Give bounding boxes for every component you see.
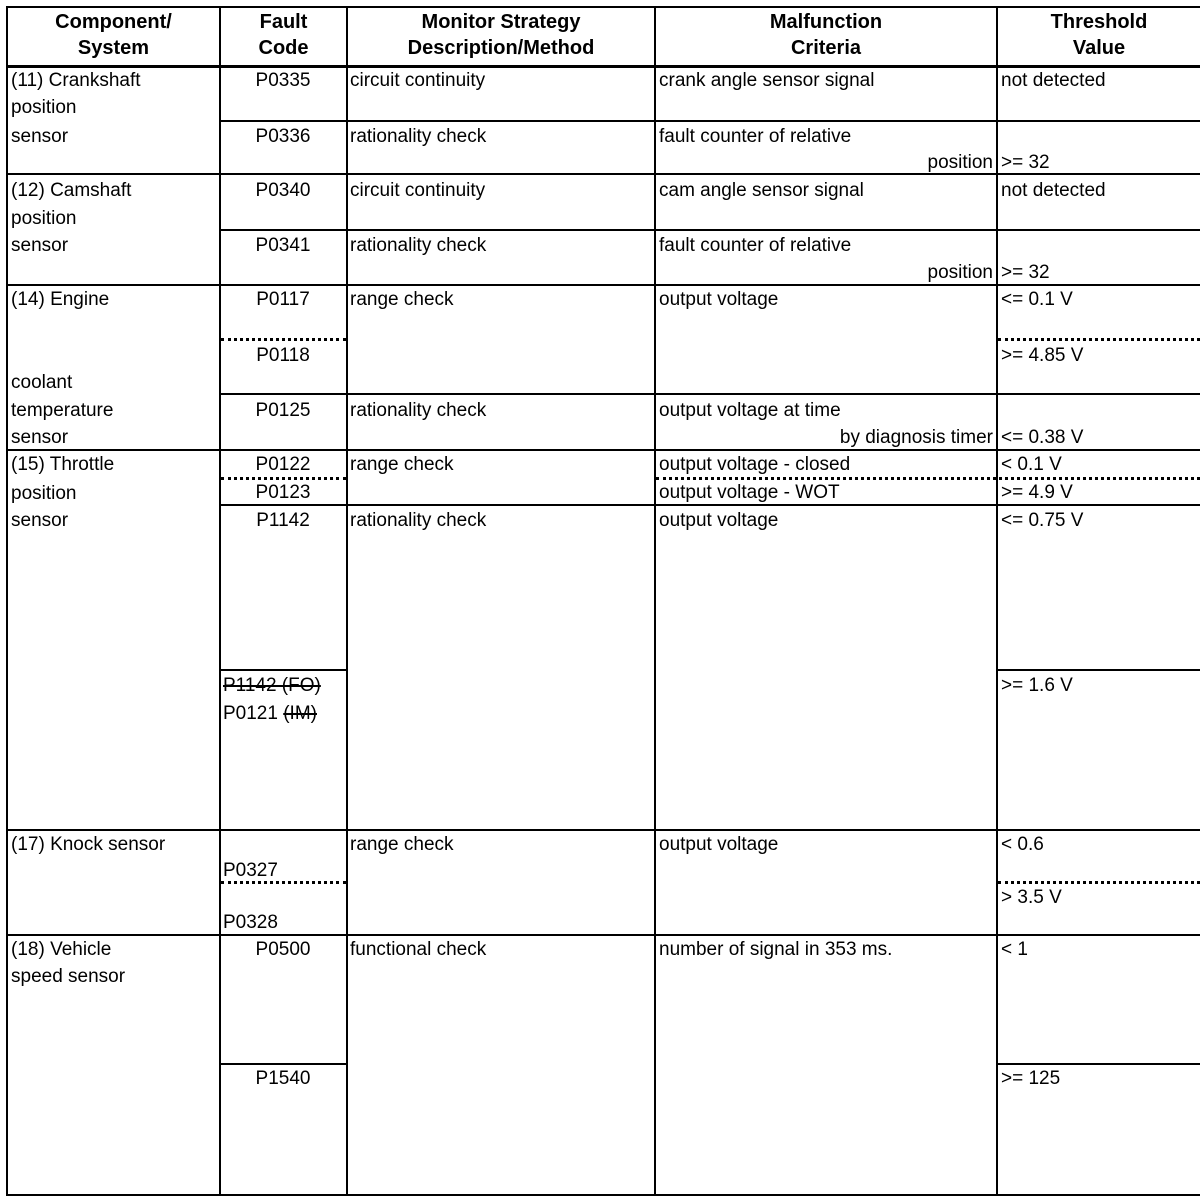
component-name: speed sensor <box>11 966 126 987</box>
header-text: Description/Method <box>407 37 595 59</box>
header-text: Threshold <box>1050 11 1148 33</box>
table-bottom-border <box>6 1194 1200 1196</box>
header-text: Component/ <box>55 11 172 33</box>
header-text: Fault <box>259 11 308 33</box>
fault-code: P0117 <box>256 289 310 310</box>
header-threshold-value <box>998 9 1200 61</box>
table-top-border <box>6 6 1200 8</box>
malfunction-criteria: crank angle sensor signal <box>659 70 875 91</box>
fault-code: P1142 <box>256 510 310 531</box>
threshold-value: <= 0.38 V <box>1001 427 1084 448</box>
header-text: Malfunction <box>769 11 883 33</box>
row-divider <box>219 393 1200 395</box>
component-name: temperature <box>11 400 114 421</box>
component-name: position <box>11 483 77 504</box>
fault-code-struck: P1142 (FO) <box>223 675 321 696</box>
threshold-value: >= 125 <box>1001 1068 1061 1089</box>
row-divider <box>6 284 1200 286</box>
threshold-value: < 0.1 V <box>1001 454 1062 475</box>
malfunction-criteria: output voltage <box>659 289 779 310</box>
malfunction-criteria: output voltage <box>659 834 779 855</box>
threshold-value: not detected <box>1001 180 1106 201</box>
col-border-strategy <box>654 6 656 1196</box>
threshold-value: < 1 <box>1001 939 1028 960</box>
malfunction-criteria: fault counter of relative <box>659 235 852 256</box>
monitor-strategy: circuit continuity <box>350 70 486 91</box>
threshold-value: <= 0.75 V <box>1001 510 1084 531</box>
monitor-strategy: range check <box>350 454 454 475</box>
fault-code-struck: (IM) <box>283 703 317 724</box>
header-text: Code <box>258 37 309 59</box>
threshold-value: >= 4.85 V <box>1001 345 1084 366</box>
monitor-strategy: range check <box>350 834 454 855</box>
header-text: Monitor Strategy <box>421 11 581 33</box>
row-divider-dotted <box>221 477 346 480</box>
fault-code: P0121 <box>223 703 278 724</box>
malfunction-criteria: by diagnosis timer <box>839 427 993 448</box>
component-name: (18) Vehicle <box>11 939 112 960</box>
component-name: sensor <box>11 126 69 147</box>
row-divider <box>6 934 1200 936</box>
row-divider <box>219 120 1200 122</box>
malfunction-criteria: output voltage at time <box>659 400 841 421</box>
threshold-value: < 0.6 <box>1001 834 1044 855</box>
component-name: (17) Knock sensor <box>11 834 166 855</box>
row-divider <box>6 449 1200 451</box>
row-divider-dotted <box>998 881 1200 884</box>
component-name: sensor <box>11 510 69 531</box>
component-name: (11) Crankshaft <box>11 70 141 91</box>
row-divider <box>996 669 1200 671</box>
monitor-strategy: functional check <box>350 939 487 960</box>
header-malfunction-criteria <box>656 9 996 61</box>
monitor-strategy: rationality check <box>350 400 487 421</box>
fault-code: P0327 <box>223 860 278 881</box>
fault-code: P0335 <box>255 70 311 91</box>
fault-code: P0336 <box>255 126 311 147</box>
header-fault-code <box>221 9 346 61</box>
row-divider <box>219 669 346 671</box>
component-name: position <box>11 208 77 229</box>
fault-code: P0500 <box>255 939 311 960</box>
fault-code: P0123 <box>255 482 311 503</box>
header-bottom-border <box>6 65 1200 68</box>
threshold-value: > 3.5 V <box>1001 887 1062 908</box>
header-component <box>8 9 219 61</box>
header-monitor-strategy <box>348 9 654 61</box>
threshold-value: >= 4.9 V <box>1001 482 1073 503</box>
threshold-value: <= 0.1 V <box>1001 289 1073 310</box>
row-divider-dotted <box>656 477 1200 480</box>
monitor-strategy: rationality check <box>350 510 487 531</box>
malfunction-criteria: position <box>927 262 993 283</box>
row-divider <box>219 504 1200 506</box>
malfunction-criteria: cam angle sensor signal <box>659 180 864 201</box>
malfunction-criteria: fault counter of relative <box>659 126 852 147</box>
malfunction-criteria: position <box>927 152 993 173</box>
row-divider <box>219 229 1200 231</box>
row-divider <box>996 1063 1200 1065</box>
fault-code: P0125 <box>255 400 311 421</box>
malfunction-criteria: output voltage <box>659 510 779 531</box>
monitor-strategy: rationality check <box>350 126 487 147</box>
component-name: sensor <box>11 235 69 256</box>
header-text: Value <box>1072 37 1126 59</box>
threshold-value: not detected <box>1001 70 1106 91</box>
header-text: Criteria <box>790 37 862 59</box>
threshold-value: >= 32 <box>1001 262 1050 283</box>
row-divider <box>219 1063 346 1065</box>
component-name: (15) Throttle <box>11 454 115 475</box>
component-name: (14) Engine <box>11 289 110 310</box>
header-text: System <box>77 37 150 59</box>
monitor-strategy: range check <box>350 289 454 310</box>
fault-code: P0328 <box>223 912 278 933</box>
fault-code: P1540 <box>255 1068 311 1089</box>
fault-code: P0340 <box>255 180 311 201</box>
component-name: sensor <box>11 427 69 448</box>
component-name: position <box>11 97 77 118</box>
col-border-criteria <box>996 6 998 1196</box>
row-divider-dotted <box>221 338 346 341</box>
row-divider-dotted <box>998 338 1200 341</box>
col-border-left <box>6 6 8 1196</box>
fault-code: P0122 <box>255 454 311 475</box>
malfunction-criteria: output voltage - WOT <box>659 482 840 503</box>
threshold-value: >= 32 <box>1001 152 1050 173</box>
fault-code: P0118 <box>256 345 310 366</box>
malfunction-criteria: output voltage - closed <box>659 454 851 475</box>
row-divider <box>6 829 1200 831</box>
fault-code: P0341 <box>255 235 311 256</box>
threshold-value: >= 1.6 V <box>1001 675 1073 696</box>
malfunction-criteria: number of signal in 353 ms. <box>659 939 893 960</box>
component-name: (12) Camshaft <box>11 180 132 201</box>
component-name: coolant <box>11 372 73 393</box>
fault-code-line <box>223 703 317 725</box>
monitor-strategy: rationality check <box>350 235 487 256</box>
col-border-code <box>346 6 348 1196</box>
monitor-strategy: circuit continuity <box>350 180 486 201</box>
